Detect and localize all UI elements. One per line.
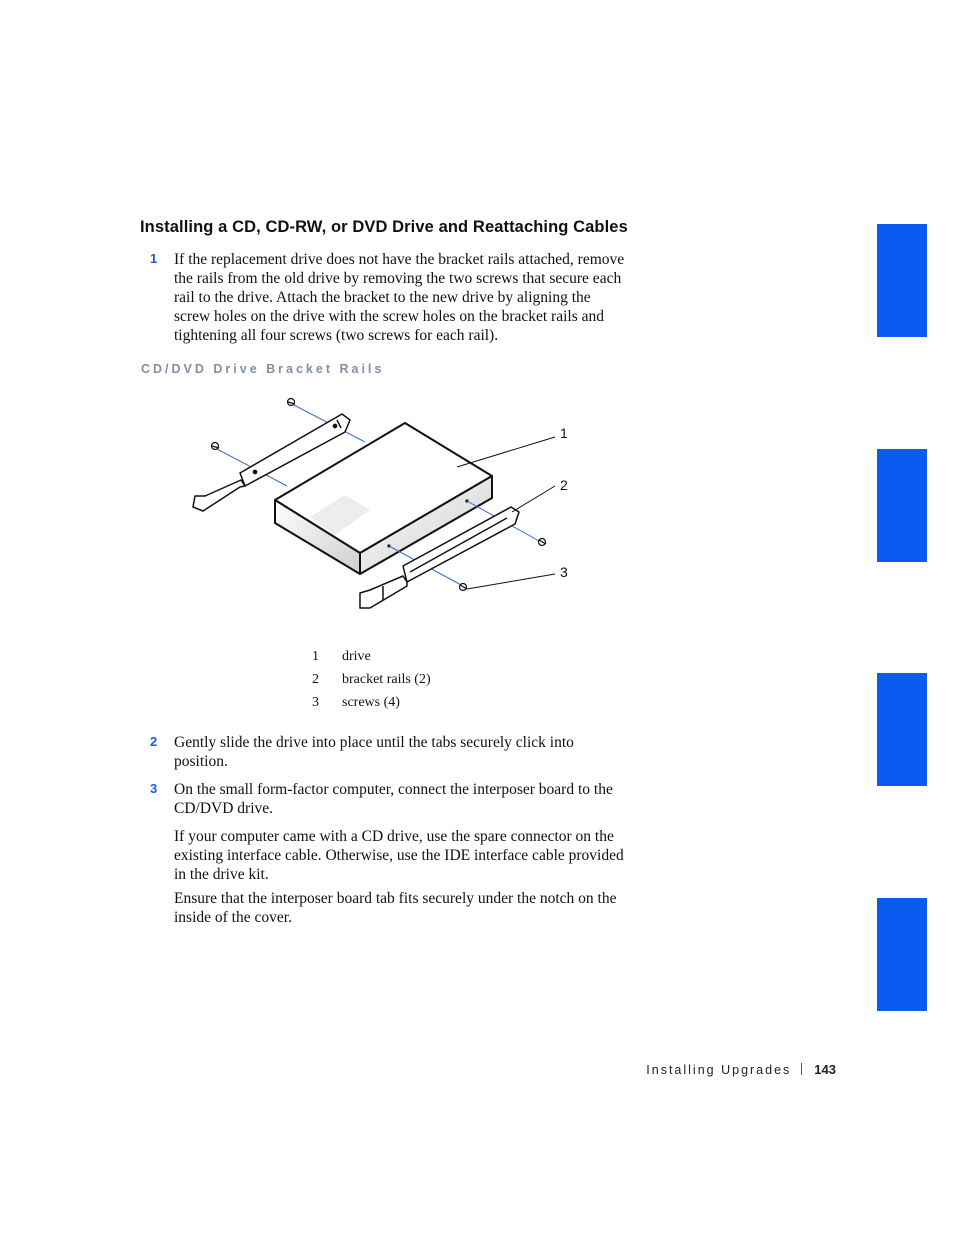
- footer-separator: [801, 1063, 802, 1075]
- chapter-tab: [877, 898, 927, 1011]
- page-footer: [646, 1062, 836, 1077]
- step-text: On the small form-factor computer, connect the interposer board to the CD/DVD drive.: [174, 781, 613, 817]
- screw-icon: [212, 443, 220, 450]
- chapter-tab: [877, 673, 927, 786]
- section-heading: Installing a CD, CD-RW, or DVD Drive and Reattaching Cables: [140, 218, 628, 236]
- screw-icon: [288, 399, 296, 406]
- chapter-tab: [877, 449, 927, 562]
- callout-2: 2: [560, 477, 568, 493]
- step-number: 3: [150, 781, 158, 796]
- step-text: Gently slide the drive into place until the tabs securely click into position.: [174, 734, 574, 770]
- step-number: 1: [150, 251, 158, 266]
- legend-number: 1: [312, 649, 319, 664]
- callout-1: 1: [560, 425, 568, 441]
- chapter-tab: [877, 224, 927, 337]
- legend-label: drive: [342, 649, 371, 664]
- legend-label: screws (4): [342, 695, 400, 710]
- drive-bracket-illustration: [185, 390, 585, 620]
- legend-number: 2: [312, 672, 319, 687]
- page-number: 143: [814, 1062, 836, 1077]
- figure-title: CD/DVD Drive Bracket Rails: [141, 362, 385, 376]
- step-text: If the replacement drive does not have the bracket rails attached, remove the rails from the old drive by removing the two screws that secure each rail to the drive. Attach the bracket to the new drive by aligning the screw holes on the drive with the screw holes on the bracket rails and tightening all four screws (two screws for each rail).: [174, 251, 625, 344]
- paragraph: Ensure that the interposer board tab fits securely under the notch on the inside of the cover.: [174, 890, 617, 926]
- step-number: 2: [150, 734, 158, 749]
- callout-3: 3: [560, 564, 568, 580]
- legend-number: 3: [312, 695, 319, 710]
- screw-icon: [539, 539, 547, 546]
- paragraph: If your computer came with a CD drive, use the spare connector on the existing interface cable. Otherwise, use the IDE interface cable provided in the drive kit.: [174, 828, 624, 883]
- footer-section-title: Installing Upgrades: [646, 1063, 792, 1077]
- screw-icon: [460, 584, 468, 591]
- legend-label: bracket rails (2): [342, 672, 431, 687]
